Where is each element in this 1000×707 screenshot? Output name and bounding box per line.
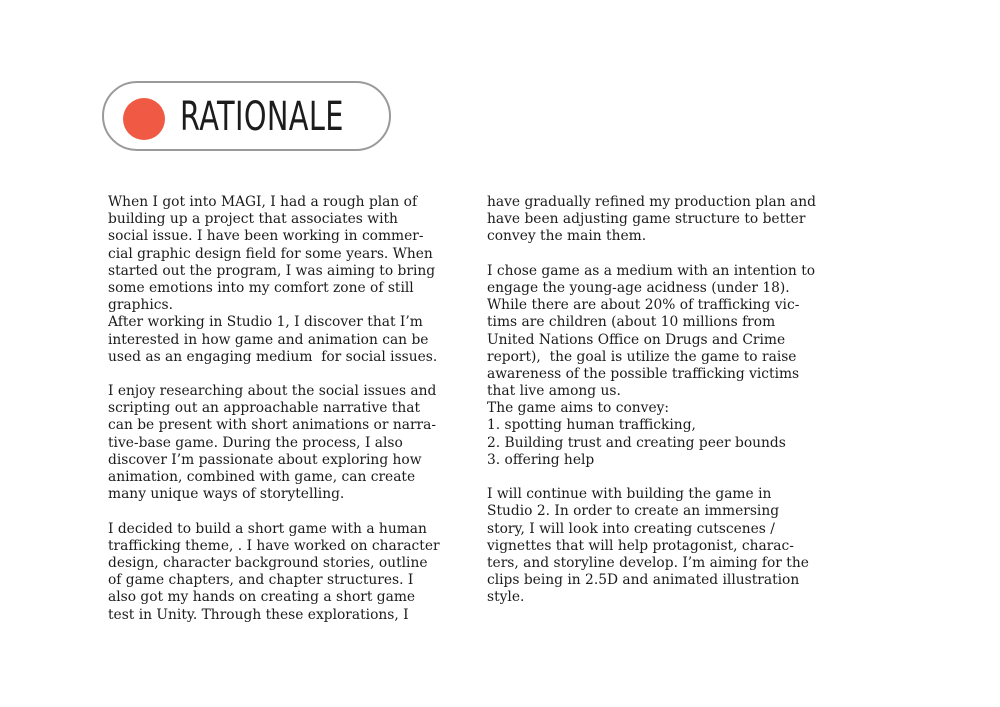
- text-line: also got my hands on creating a short game: [108, 589, 416, 606]
- text-line: While there are about 20% of trafficking vic-: [487, 297, 800, 314]
- text-line: scripting out an approachable narrative that: [108, 400, 421, 417]
- red-dot-icon: [123, 98, 165, 140]
- title-pill: [102, 81, 391, 151]
- text-line: convey the main them.: [487, 228, 647, 245]
- text-line: Studio 2. In order to create an immersing: [487, 503, 780, 520]
- text-line: can be present with short animations or narra-: [108, 417, 437, 434]
- text-line: discover I’m passionate about exploring how: [108, 451, 422, 468]
- text-line: cial graphic design field for some years. When: [108, 245, 433, 262]
- text-line: graphics.: [108, 297, 173, 314]
- text-line: report), the goal is utilize the game to raise: [487, 348, 797, 365]
- page-title: RATIONALE: [180, 94, 344, 140]
- text-line: ters, and storyline develop. I’m aiming for the: [487, 554, 809, 571]
- text-line: style.: [487, 589, 525, 606]
- text-line: engage the young-age acidness (under 18).: [487, 279, 790, 296]
- text-line: United Nations Office on Drugs and Crime: [487, 331, 786, 348]
- text-line: social issue. I have been working in commer-: [108, 228, 424, 245]
- text-line: The game aims to convey:: [487, 400, 670, 417]
- text-line: 3. offering help: [487, 451, 595, 468]
- text-line: of game chapters, and chapter structures. I: [108, 572, 414, 589]
- text-line: I enjoy researching about the social issues and: [108, 383, 437, 400]
- text-line: vignettes that will help protagonist, charac-: [487, 537, 794, 554]
- text-line: story, I will look into creating cutscenes /: [487, 520, 775, 537]
- text-line: 2. Building trust and creating peer bounds: [487, 434, 786, 451]
- text-line: some emotions into my comfort zone of still: [108, 279, 414, 296]
- text-line: test in Unity. Through these explorations, I: [108, 606, 409, 623]
- text-line: awareness of the possible trafficking victims: [487, 365, 800, 382]
- left-text-column: [108, 194, 448, 624]
- text-line: trafficking theme, . I have worked on character: [108, 537, 440, 554]
- text-line: clips being in 2.5D and animated illustration: [487, 572, 800, 589]
- right-text-column: [487, 194, 827, 607]
- text-line: design, character background stories, outline: [108, 554, 428, 571]
- text-line: interested in how game and animation can be: [108, 331, 429, 348]
- text-line: that live among us.: [487, 383, 621, 400]
- paragraph-gap: [108, 503, 448, 520]
- text-line: started out the program, I was aiming to bring: [108, 262, 436, 279]
- text-line: tims are children (about 10 millions from: [487, 314, 776, 331]
- paragraph-gap: [108, 366, 448, 383]
- paragraph-gap: [487, 246, 827, 263]
- paragraph-gap: [487, 469, 827, 486]
- text-line: I decided to build a short game with a human: [108, 520, 427, 537]
- text-line: After working in Studio 1, I discover that I’m: [108, 314, 423, 331]
- text-line: have gradually refined my production plan and: [487, 194, 816, 210]
- text-line: When I got into MAGI, I had a rough plan of: [108, 194, 418, 210]
- text-line: I chose game as a medium with an intention to: [487, 262, 816, 279]
- text-line: used as an engaging medium for social issues.: [108, 348, 438, 365]
- text-line: have been adjusting game structure to better: [487, 211, 806, 228]
- text-line: building up a project that associates with: [108, 211, 398, 228]
- text-line: tive-base game. During the process, I also: [108, 434, 403, 451]
- text-line: 1. spotting human trafficking,: [487, 417, 696, 434]
- text-line: many unique ways of storytelling.: [108, 486, 345, 503]
- text-line: I will continue with building the game in: [487, 486, 772, 503]
- text-line: animation, combined with game, can create: [108, 469, 416, 485]
